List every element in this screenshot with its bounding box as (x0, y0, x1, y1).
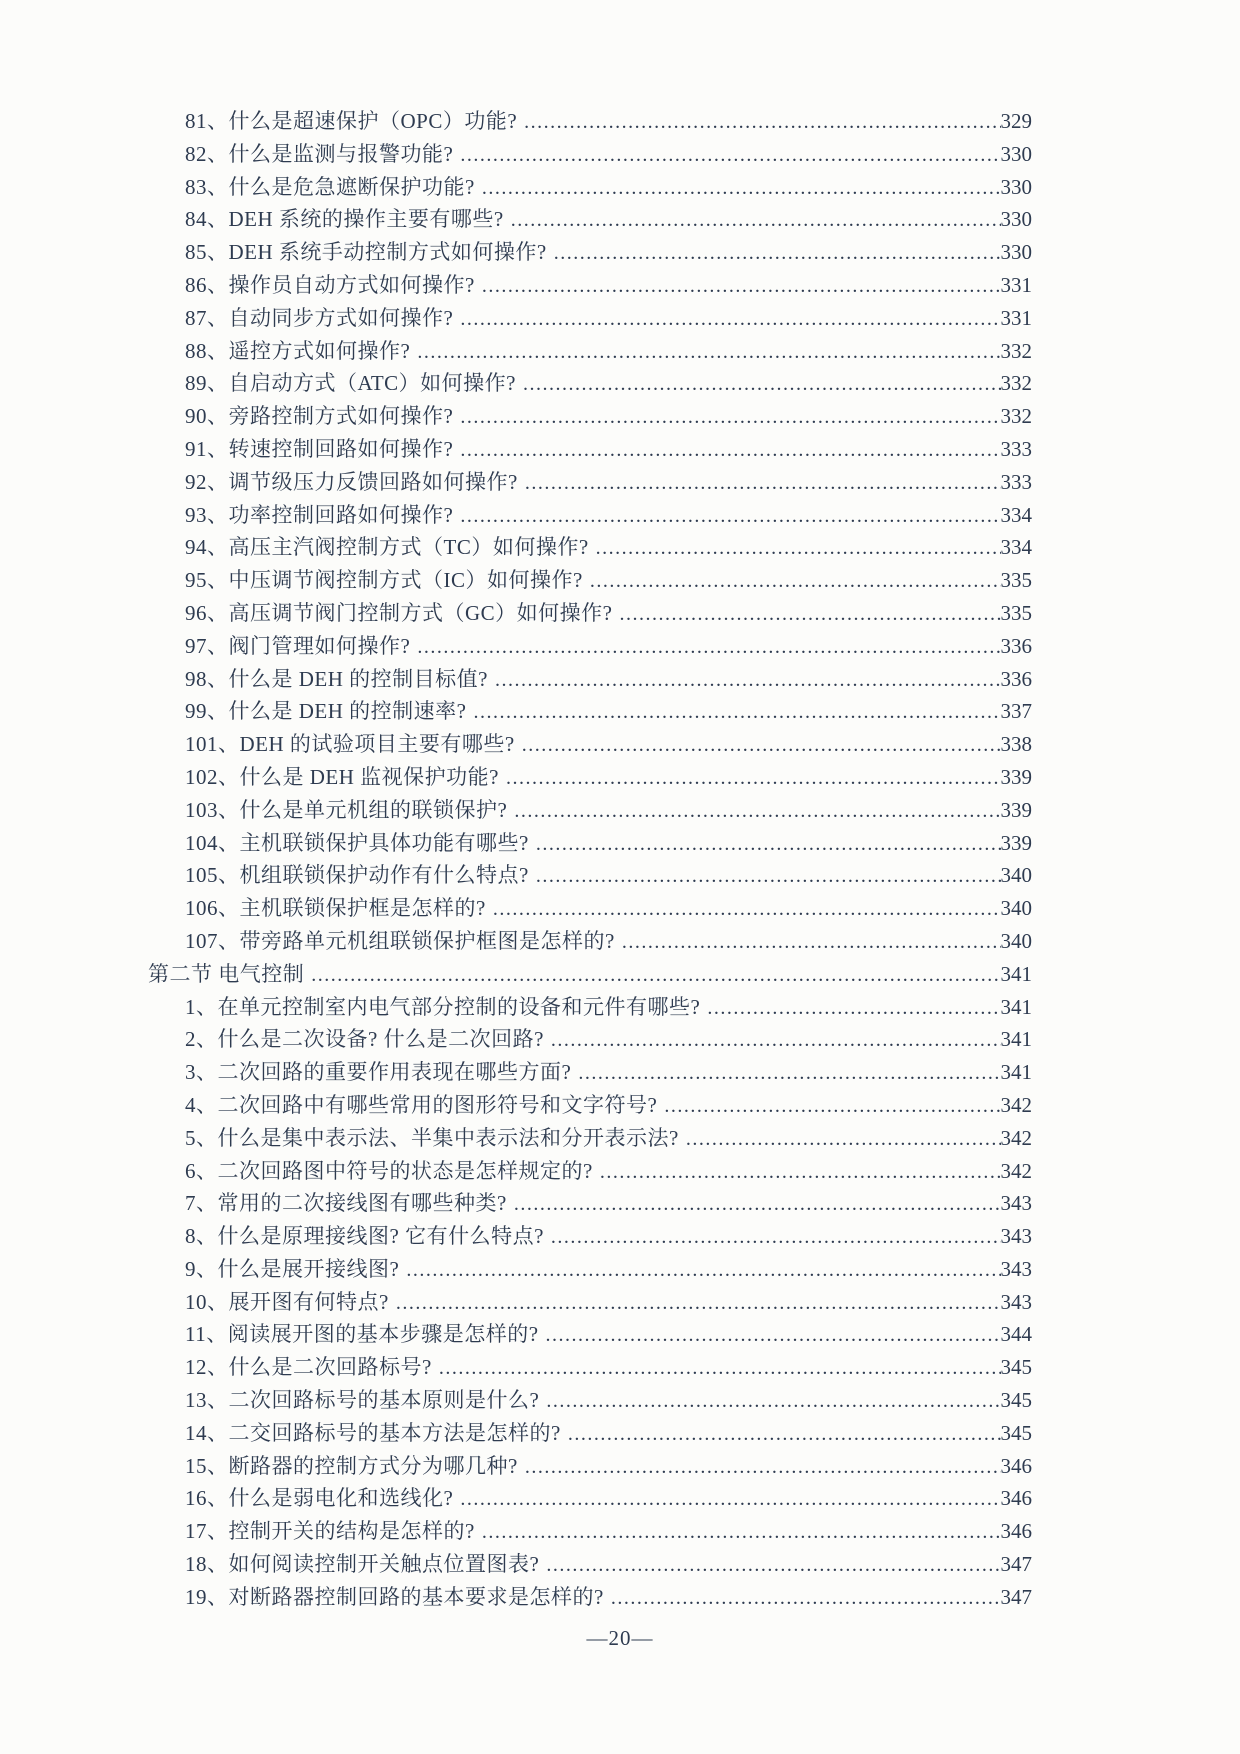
dotted-leader (522, 729, 1001, 762)
toc-entry-page: 332 (1000, 371, 1032, 396)
toc-entry-page: 342 (1000, 1125, 1032, 1150)
toc-entry-page: 341 (1000, 994, 1032, 1019)
toc-entry-text: 11、阅读展开图的基本步骤是怎样的? (185, 1322, 539, 1347)
toc-entry (148, 663, 1032, 696)
toc-entry-page: 345 (1000, 1388, 1032, 1413)
dotted-leader (473, 696, 1000, 729)
toc-entry-text: 12、什么是二次回路标号? (185, 1355, 432, 1380)
toc-entry (148, 367, 1032, 400)
dotted-leader (514, 1188, 1001, 1221)
toc-entry-page: 336 (1000, 633, 1032, 658)
toc-entry-page: 343 (1000, 1224, 1032, 1249)
dotted-leader (551, 1024, 1001, 1057)
toc-entry (148, 1253, 1032, 1286)
toc-entry-page: 330 (1000, 141, 1032, 166)
toc-entry-page: 337 (1000, 699, 1032, 724)
toc-entry (148, 925, 1032, 958)
toc-entry (148, 269, 1032, 302)
toc-entry-text: 90、旁路控制方式如何操作? (185, 404, 454, 429)
dotted-leader (506, 762, 1001, 795)
toc-entry-page: 345 (1000, 1355, 1032, 1380)
toc-entry-page: 330 (1000, 207, 1032, 232)
toc-entry-page: 344 (1000, 1322, 1032, 1347)
toc-entry-page: 346 (1000, 1453, 1032, 1478)
toc-entry (148, 761, 1032, 794)
dotted-leader (664, 1090, 1000, 1123)
toc-entry (148, 892, 1032, 925)
toc-entry-page: 336 (1000, 666, 1032, 691)
dotted-leader (707, 992, 1000, 1025)
dotted-leader (417, 631, 1000, 664)
toc-entry-page: 339 (1000, 830, 1032, 855)
dotted-leader (524, 106, 1000, 139)
toc-entry (148, 1155, 1032, 1188)
toc-entry (148, 794, 1032, 827)
toc-entry-page: 330 (1000, 240, 1032, 265)
toc-entry (148, 827, 1032, 860)
dotted-leader (620, 598, 1001, 631)
toc-entry-text: 3、二次回路的重要作用表现在哪些方面? (185, 1060, 572, 1085)
toc-entry (148, 1318, 1032, 1351)
toc-entry-page: 342 (1000, 1158, 1032, 1183)
toc-entry (148, 564, 1032, 597)
toc-entry-page: 341 (1000, 961, 1032, 986)
dotted-leader (536, 860, 1001, 893)
toc-entry-text: 93、功率控制回路如何操作? (185, 502, 454, 527)
dotted-leader (600, 1156, 1001, 1189)
page-footer: —20— (586, 1626, 654, 1650)
toc-entry-text: 104、主机联锁保护具体功能有哪些? (185, 830, 529, 855)
dotted-leader (417, 336, 1000, 369)
toc-entry-page: 340 (1000, 928, 1032, 953)
toc-entry-text: 105、机组联锁保护动作有什么特点? (185, 863, 529, 888)
dotted-leader (439, 1352, 1001, 1385)
dotted-leader (551, 1221, 1001, 1254)
toc-entry (148, 1581, 1032, 1614)
toc-entry (148, 1548, 1032, 1581)
toc-entry (148, 531, 1032, 564)
toc-entry (148, 1351, 1032, 1384)
toc-entry-page: 342 (1000, 1092, 1032, 1117)
toc-entry (148, 859, 1032, 892)
dotted-leader (523, 368, 1001, 401)
dotted-leader (525, 1451, 1001, 1484)
dotted-leader (482, 1516, 1001, 1549)
toc-entry (148, 1286, 1032, 1319)
toc-entry-page: 347 (1000, 1584, 1032, 1609)
toc-entry-page: 343 (1000, 1256, 1032, 1281)
toc-entry-text: 84、DEH 系统的操作主要有哪些? (185, 207, 504, 232)
toc-entry-text: 88、遥控方式如何操作? (185, 338, 411, 363)
toc-entry-page: 335 (1000, 600, 1032, 625)
toc-entry-text: 6、二次回路图中符号的状态是怎样规定的? (185, 1158, 593, 1183)
toc-entry-text: 95、中压调节阀控制方式（IC）如何操作? (185, 568, 583, 593)
toc-entry-page: 339 (1000, 764, 1032, 789)
toc-entry-text: 94、高压主汽阀控制方式（TC）如何操作? (185, 535, 589, 560)
toc-entry (148, 1384, 1032, 1417)
dotted-leader (578, 1057, 1000, 1090)
toc-entry-page: 329 (1000, 109, 1032, 133)
toc-entry-text: 17、控制开关的结构是怎样的? (185, 1519, 475, 1544)
toc-entry-page: 339 (1000, 797, 1032, 822)
toc-entry-text: 15、断路器的控制方式分为哪几种? (185, 1453, 518, 1478)
dotted-leader (495, 664, 1001, 697)
toc-entry-text: 7、常用的二次接线图有哪些种类? (185, 1191, 507, 1216)
toc-entry (148, 630, 1032, 663)
toc-entry (148, 1023, 1032, 1056)
dotted-leader (460, 401, 1000, 434)
toc-entry (148, 1515, 1032, 1548)
toc-entry-text: 82、什么是监测与报警功能? (185, 141, 454, 166)
toc-entry-text: 85、DEH 系统手动控制方式如何操作? (185, 240, 547, 265)
dotted-leader (460, 500, 1000, 533)
toc-entry-page: 335 (1000, 568, 1032, 593)
dotted-leader (482, 270, 1001, 303)
dotted-leader (546, 1549, 1000, 1582)
toc-entry-text: 9、什么是展开接线图? (185, 1256, 400, 1281)
toc-entry-text: 101、DEH 的试验项目主要有哪些? (185, 732, 515, 757)
dotted-leader (611, 1582, 1001, 1615)
toc-entry (148, 695, 1032, 728)
toc-entry-page: 341 (1000, 1060, 1032, 1085)
toc-entry-text: 4、二次回路中有哪些常用的图形符号和文字符号? (185, 1092, 658, 1117)
toc-entry-text: 97、阀门管理如何操作? (185, 633, 411, 658)
toc-entry-text: 103、什么是单元机组的联锁保护? (185, 797, 508, 822)
toc-entry-text: 87、自动同步方式如何操作? (185, 305, 454, 330)
toc-entry-text: 1、在单元控制室内电气部分控制的设备和元件有哪些? (185, 994, 701, 1019)
toc-entry (148, 1056, 1032, 1089)
toc-entry-page: 340 (1000, 896, 1032, 921)
toc-entry-page: 334 (1000, 535, 1032, 560)
toc-entry (148, 1482, 1032, 1515)
toc-entry-text: 19、对断路器控制回路的基本要求是怎样的? (185, 1584, 604, 1609)
toc-entry-page: 346 (1000, 1519, 1032, 1544)
toc-entry-page: 334 (1000, 502, 1032, 527)
toc-entry-page: 347 (1000, 1552, 1032, 1577)
toc-entry-text: 10、展开图有何特点? (185, 1289, 389, 1314)
toc-entry (148, 1450, 1032, 1483)
toc-entry-text: 2、什么是二次设备? 什么是二次回路? (185, 1027, 544, 1052)
toc-entry-page: 346 (1000, 1486, 1032, 1511)
toc-entry (148, 105, 1032, 138)
toc-entry-page: 343 (1000, 1289, 1032, 1314)
toc-entry-text: 86、操作员自动方式如何操作? (185, 272, 475, 297)
dotted-leader (554, 237, 1001, 270)
toc-entry (148, 1417, 1032, 1450)
dotted-leader (511, 204, 1001, 237)
dotted-leader (686, 1123, 1001, 1156)
toc-list (148, 105, 1032, 1614)
toc-entry-page: 332 (1000, 404, 1032, 429)
toc-entry-text: 99、什么是 DEH 的控制速率? (185, 699, 467, 724)
dotted-leader (460, 303, 1000, 336)
toc-entry (148, 1122, 1032, 1155)
dotted-leader (536, 828, 1001, 861)
toc-entry (148, 728, 1032, 761)
dotted-leader (596, 532, 1001, 565)
toc-entry (148, 203, 1032, 236)
dotted-leader (590, 565, 1001, 598)
toc-entry (148, 400, 1032, 433)
toc-entry (148, 1187, 1032, 1220)
toc-entry-text: 107、带旁路单元机组联锁保护框图是怎样的? (185, 928, 615, 953)
toc-entry (148, 236, 1032, 269)
toc-entry-page: 331 (1000, 305, 1032, 330)
toc-entry-page: 341 (1000, 1027, 1032, 1052)
dotted-leader (514, 795, 1000, 828)
toc-entry-page: 332 (1000, 338, 1032, 363)
toc-entry-text: 83、什么是危急遮断保护功能? (185, 174, 475, 199)
dotted-leader (460, 434, 1000, 467)
toc-entry (148, 958, 1032, 991)
dotted-leader (525, 467, 1001, 500)
dotted-leader (568, 1418, 1001, 1451)
dotted-leader (396, 1287, 1001, 1320)
dotted-leader (406, 1254, 1000, 1287)
toc-entry-text: 91、转速控制回路如何操作? (185, 436, 454, 461)
toc-entry-page: 345 (1000, 1420, 1032, 1445)
toc-entry-page: 330 (1000, 174, 1032, 199)
toc-entry-text: 16、什么是弱电化和选线化? (185, 1486, 454, 1511)
toc-entry (148, 1220, 1032, 1253)
toc-entry-text: 106、主机联锁保护框是怎样的? (185, 896, 486, 921)
dotted-leader (460, 139, 1000, 172)
toc-entry (148, 171, 1032, 204)
toc-entry (148, 302, 1032, 335)
toc-entry-page: 331 (1000, 272, 1032, 297)
toc-entry-page: 340 (1000, 863, 1032, 888)
dotted-leader (622, 926, 1001, 959)
toc-entry-text: 8、什么是原理接线图? 它有什么特点? (185, 1224, 544, 1249)
dotted-leader (311, 959, 1000, 992)
toc-entry-text: 14、二交回路标号的基本方法是怎样的? (185, 1420, 561, 1445)
toc-entry (148, 499, 1032, 532)
toc-entry (148, 335, 1032, 368)
toc-entry (148, 597, 1032, 630)
toc-entry-text: 13、二次回路标号的基本原则是什么? (185, 1388, 540, 1413)
toc-entry (148, 1089, 1032, 1122)
toc-entry (148, 138, 1032, 171)
toc-entry (148, 991, 1032, 1024)
toc-entry-text: 96、高压调节阀门控制方式（GC）如何操作? (185, 600, 613, 625)
toc-entry-text: 98、什么是 DEH 的控制目标值? (185, 666, 488, 691)
toc-entry-text: 92、调节级压力反馈回路如何操作? (185, 469, 518, 494)
toc-entry-text: 102、什么是 DEH 监视保护功能? (185, 764, 499, 789)
toc-entry-text: 第二节 电气控制 (148, 961, 305, 986)
toc-entry-page: 333 (1000, 436, 1032, 461)
toc-entry-text: 5、什么是集中表示法、半集中表示法和分开表示法? (185, 1125, 679, 1150)
toc-entry-text: 18、如何阅读控制开关触点位置图表? (185, 1552, 540, 1577)
dotted-leader (546, 1319, 1001, 1352)
toc-entry-text: 89、自启动方式（ATC）如何操作? (185, 371, 516, 396)
dotted-leader (546, 1385, 1000, 1418)
dotted-leader (482, 172, 1001, 205)
dotted-leader (493, 893, 1001, 926)
toc-entry-page: 333 (1000, 469, 1032, 494)
toc-entry-text: 81、什么是超速保护（OPC）功能? (185, 109, 518, 133)
dotted-leader (460, 1483, 1000, 1516)
toc-entry-page: 343 (1000, 1191, 1032, 1216)
toc-entry (148, 433, 1032, 466)
toc-entry (148, 466, 1032, 499)
toc-entry-page: 338 (1000, 732, 1032, 757)
